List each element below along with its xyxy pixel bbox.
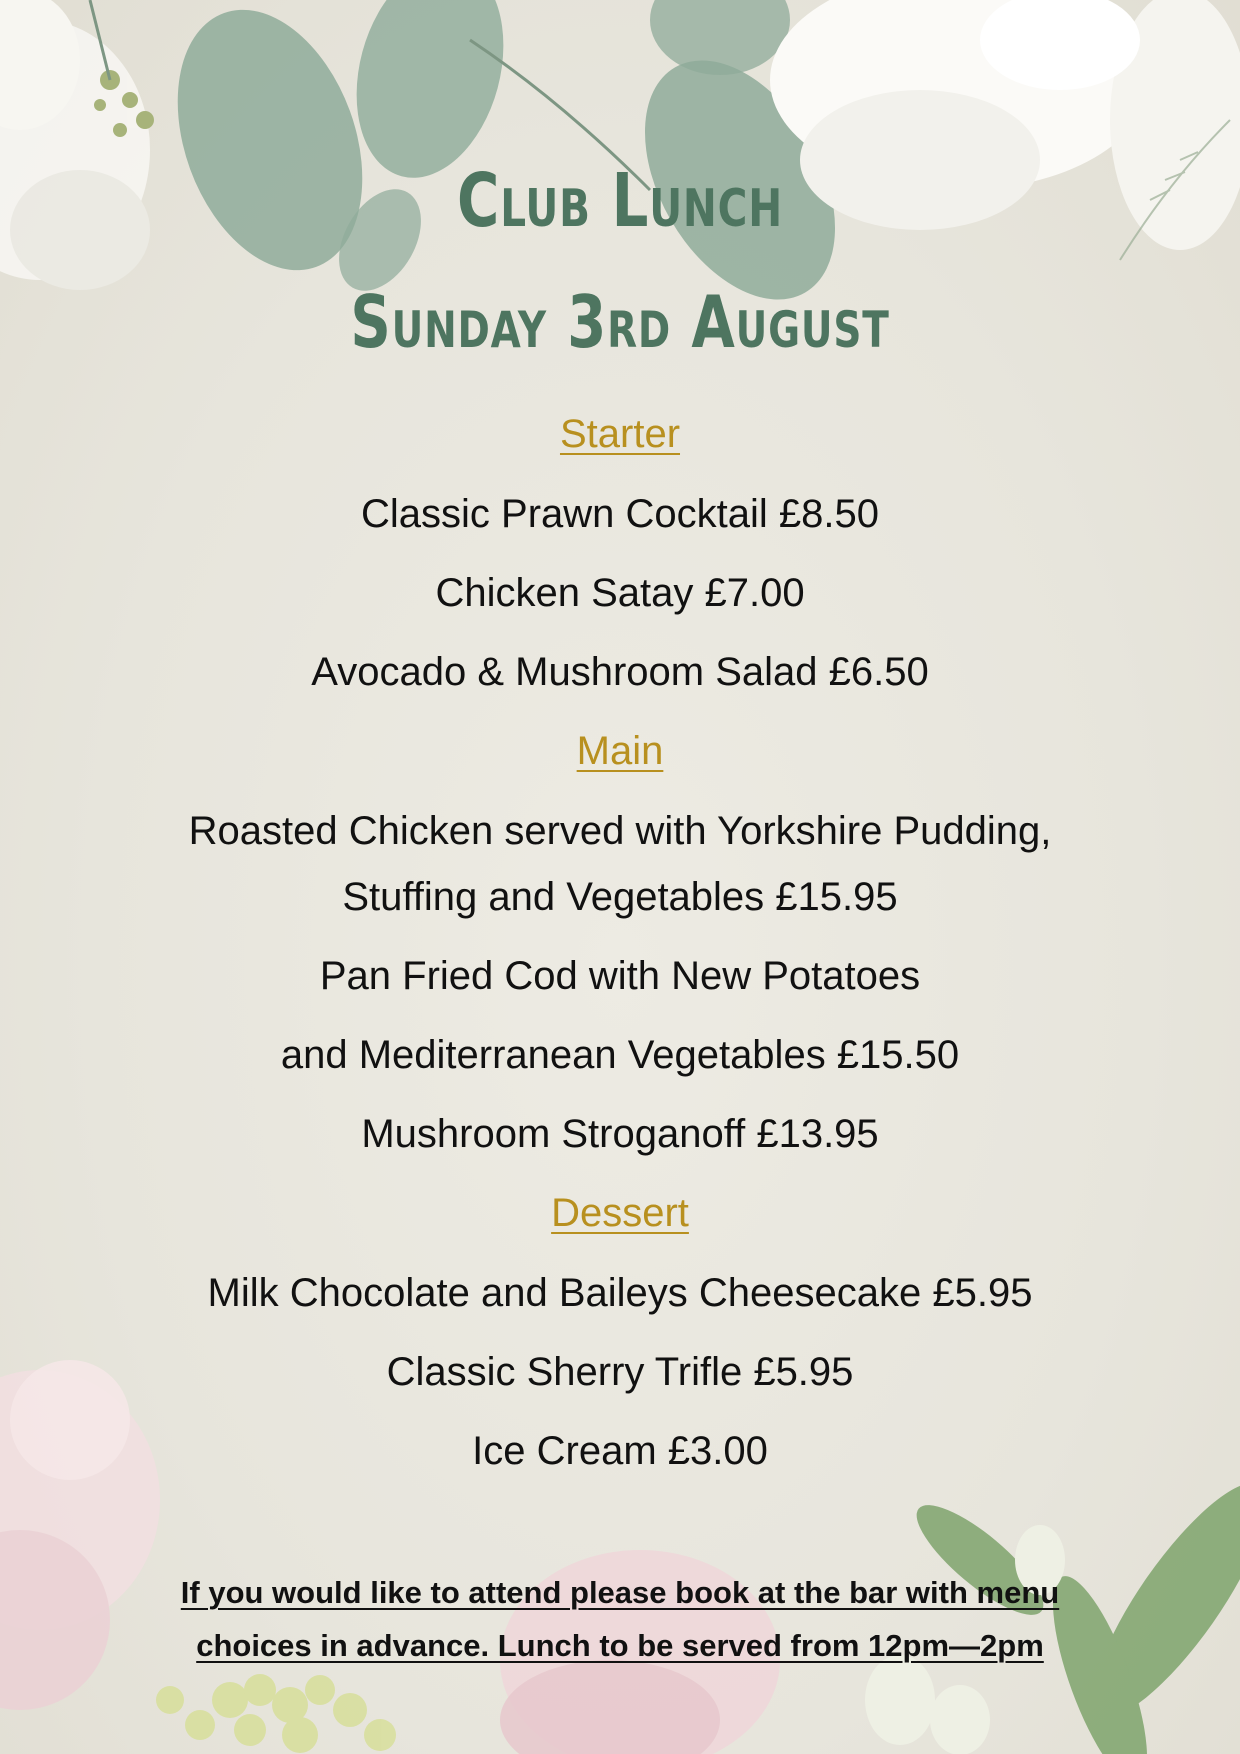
menu-item: Classic Prawn Cocktail £8.50: [361, 492, 879, 536]
white-flower-top-left: [0, 0, 150, 290]
menu-item: Chicken Satay £7.00: [435, 571, 805, 615]
booking-note-line-1: If you would like to attend please book at the bar with menu: [180, 1575, 1060, 1610]
menu-date: Sunday 3rd August: [350, 280, 890, 364]
menu-item: Avocado & Mushroom Salad £6.50: [311, 650, 929, 694]
booking-note-line-2: choices in advance. Lunch to be served from 12pm—2pm: [196, 1628, 1044, 1663]
section-heading-dessert: Dessert: [551, 1191, 689, 1235]
menu-item: Ice Cream £3.00: [472, 1429, 768, 1473]
section-heading-main: Main: [576, 729, 664, 773]
menu-item: Mushroom Stroganoff £13.95: [361, 1112, 879, 1156]
hydrangea-bottom: [156, 1674, 396, 1753]
menu-item: Classic Sherry Trifle £5.95: [386, 1350, 854, 1394]
menu-item: Milk Chocolate and Baileys Cheesecake £5.95: [207, 1271, 1033, 1315]
menu-item: Roasted Chicken served with Yorkshire Pudding,: [188, 809, 1052, 853]
section-heading-starter: Starter: [559, 412, 681, 456]
menu-item: Pan Fried Cod with New Potatoes: [319, 954, 921, 998]
menu-title: Club Lunch: [457, 158, 783, 244]
menu-item: and Mediterranean Vegetables £15.50: [280, 1033, 960, 1077]
menu-item: Stuffing and Vegetables £15.95: [342, 875, 898, 919]
